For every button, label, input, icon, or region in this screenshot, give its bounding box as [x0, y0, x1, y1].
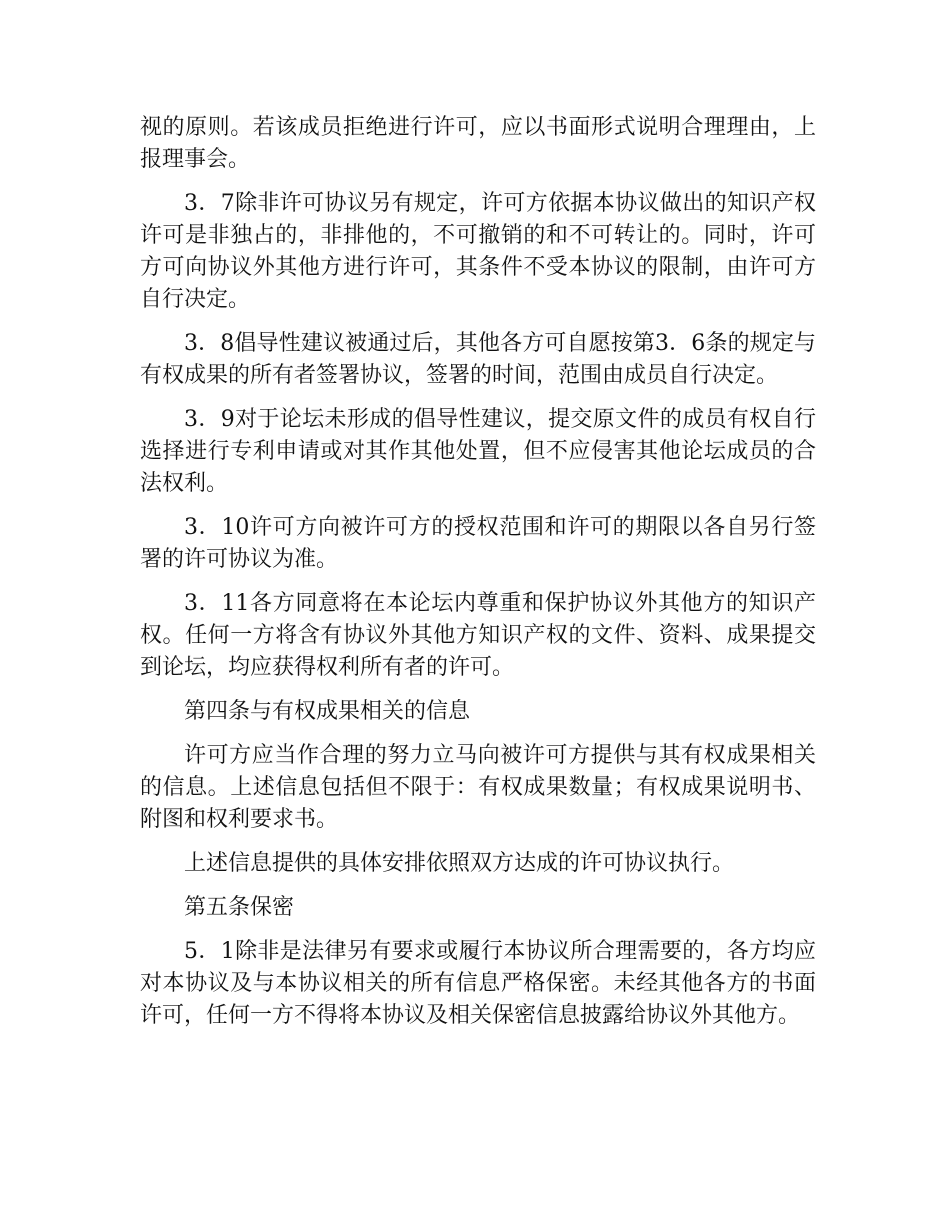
section-heading-article-4: 第四条与有权成果相关的信息 — [184, 699, 471, 724]
paragraph-continuation: 视的原则。若该成员拒绝进行许可，应以书面形式说明合理理由，上报理事会。 — [140, 115, 816, 172]
paragraph-3-11: 3．11各方同意将在本论坛内尊重和保护协议外其他方的知识产权。任何一方将含有协议外其他方知识产权的文件、资料、成果提交到论坛，均应获得权利所有者的许可。 — [140, 591, 816, 680]
document-body — [140, 112, 816, 1044]
paragraph-article-4-arrangement: 上述信息提供的具体安排依照双方达成的许可协议执行。 — [184, 851, 735, 876]
paragraph-article-4-info: 许可方应当作合理的努力立马向被许可方提供与其有权成果相关的信息。上述信息包括但不限于：有权成果数量；有权成果说明书、附图和权利要求书。 — [140, 743, 816, 832]
paragraph-3-7: 3．7除非许可协议另有规定，许可方依据本协议做出的知识产权许可是非独占的，非排他的，不可撤销的和不可转让的。同时，许可方可向协议外其他方进行许可，其条件不受本协议的限制，由许可方自行决定。 — [140, 191, 816, 312]
paragraph-3-9: 3．9对于论坛未形成的倡导性建议，提交原文件的成员有权自行选择进行专利申请或对其作其他处置，但不应侵害其他论坛成员的合法权利。 — [140, 407, 816, 496]
paragraph-3-10: 3．10许可方向被许可方的授权范围和许可的期限以各自另行签署的许可协议为准。 — [140, 515, 816, 572]
paragraph-3-8: 3．8倡导性建议被通过后，其他各方可自愿按第3．6条的规定与有权成果的所有者签署协议，签署的时间，范围由成员自行决定。 — [140, 331, 816, 388]
paragraph-5-1: 5．1除非是法律另有要求或履行本协议所合理需要的，各方均应对本协议及与本协议相关的所有信息严格保密。未经其他各方的书面许可，任何一方不得将本协议及相关保密信息披露给协议外其他方。 — [140, 939, 816, 1028]
section-heading-article-5: 第五条保密 — [184, 895, 295, 920]
